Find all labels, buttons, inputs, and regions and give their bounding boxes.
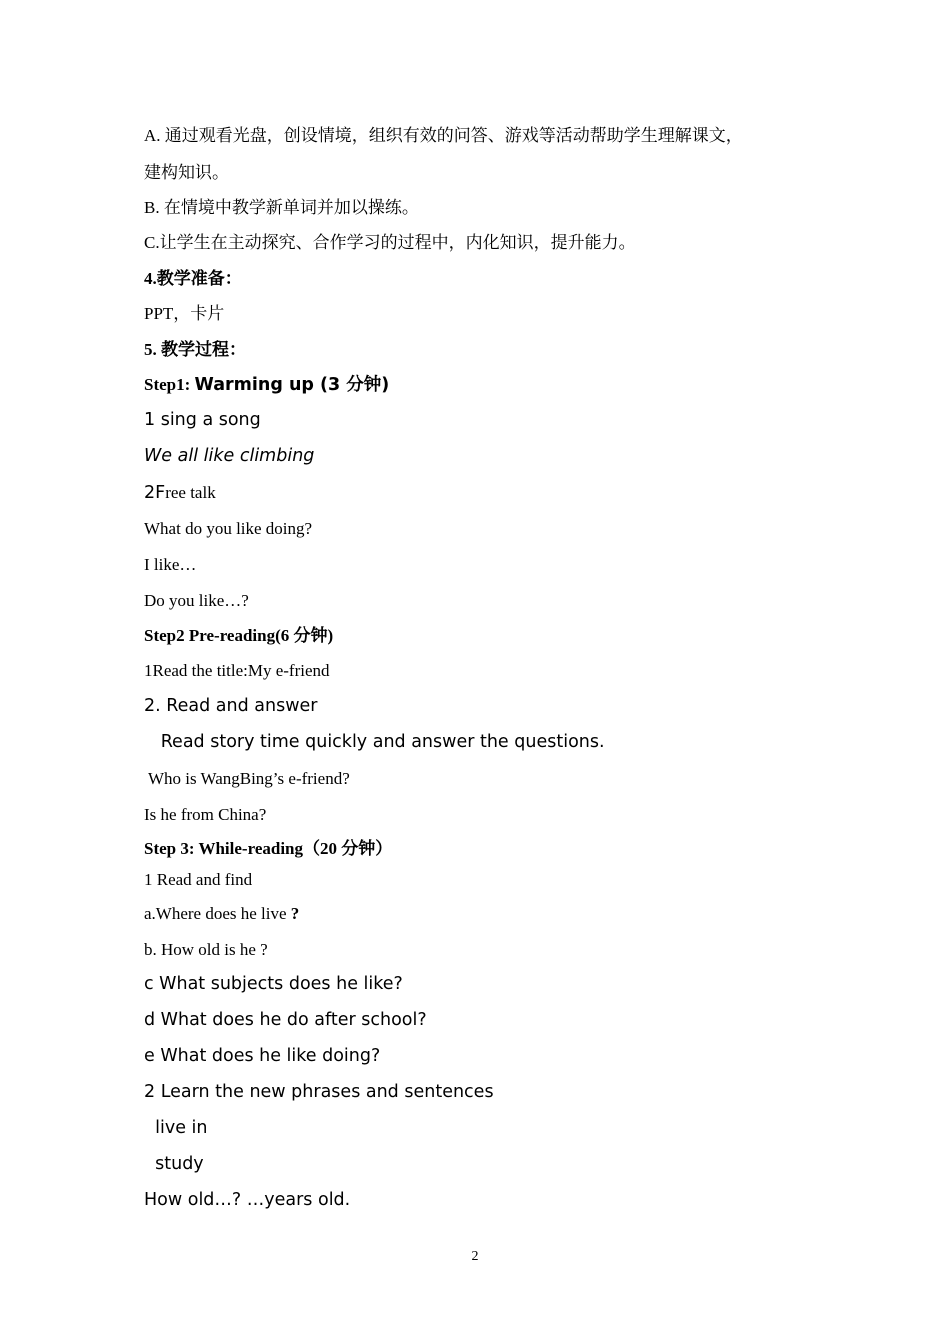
text-line: Do you like…?: [144, 591, 249, 610]
text-part: ree talk: [165, 483, 216, 502]
text-line: [144, 484, 216, 503]
text-line: I like…: [144, 555, 197, 574]
text-line: study: [144, 1154, 204, 1174]
page-number: 2: [471, 1249, 479, 1264]
text-line: c What subjects does he like?: [144, 974, 403, 994]
text-line: live in: [144, 1118, 208, 1138]
text-line: e What does he like doing?: [144, 1046, 381, 1066]
text-line: 1Read the title:My e-friend: [144, 661, 330, 680]
text-line: PPT，卡片: [144, 304, 225, 323]
text-line: d What does he do after school?: [144, 1010, 427, 1030]
step-heading: [144, 376, 389, 395]
text-line: [144, 905, 299, 922]
text-line: 2. Read and answer: [144, 696, 318, 716]
text-line: Who is WangBing’s e-friend?: [144, 769, 350, 788]
text-line: Is he from China?: [144, 805, 267, 824]
step-heading: Step2 Pre-reading(6 分钟): [144, 626, 334, 645]
text-line: C.让学生在主动探究、合作学习的过程中，内化知识，提升能力。: [144, 233, 636, 252]
section-heading: 4.教学准备：: [144, 269, 242, 288]
step-heading: Step 3: While-reading（20 分钟）: [144, 839, 393, 858]
text-line: A. 通过观看光盘，创设情境，组织有效的问答、游戏等活动帮助学生理解课文，: [144, 126, 743, 145]
text-part: a.Where does he live: [144, 904, 291, 923]
step-title: Warming up (3 分钟): [194, 375, 390, 395]
text-line: What do you like doing?: [144, 519, 313, 538]
song-title: We all like climbing: [144, 446, 315, 466]
text-line: 2 Learn the new phrases and sentences: [144, 1082, 494, 1102]
text-part: 2F: [144, 483, 166, 503]
text-line: 1 Read and find: [144, 870, 253, 889]
text-line: 建构知识。: [144, 163, 229, 182]
text-line: B. 在情境中教学新单词并加以操练。: [144, 198, 419, 217]
text-line: 1 sing a song: [144, 410, 261, 430]
text-part: ?: [290, 904, 300, 923]
text-line: b. How old is he ?: [144, 940, 268, 959]
text-line: How old…? …years old.: [144, 1190, 351, 1210]
text-line: Read story time quickly and answer the questions.: [144, 732, 605, 752]
step-label: Step1:: [144, 375, 195, 394]
section-heading: 5. 教学过程：: [144, 340, 246, 359]
